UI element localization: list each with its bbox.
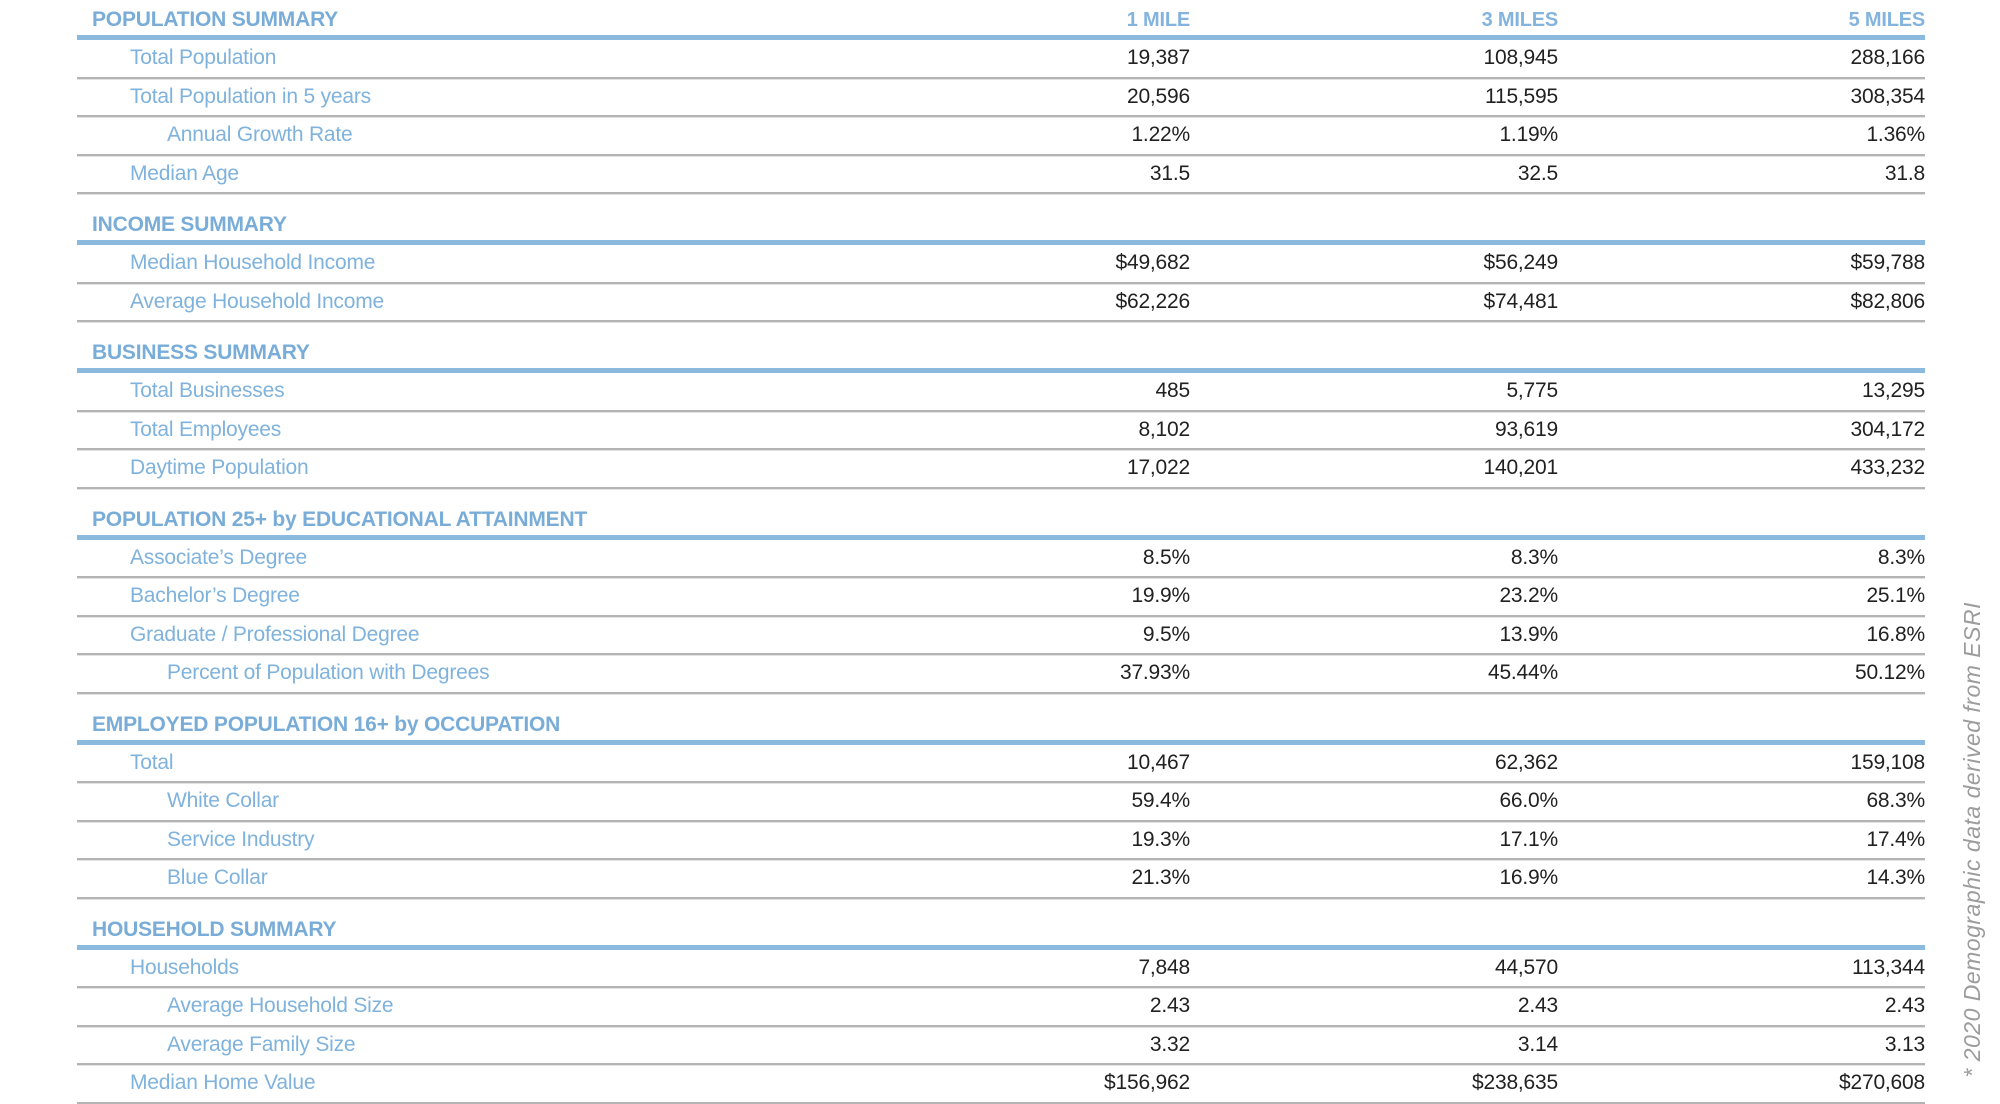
section-header-row [77,504,1925,540]
table-row [77,745,1925,784]
row-value: 16.9% [1499,866,1558,890]
row-value: $82,806 [1850,289,1925,313]
row-value: 93,619 [1494,417,1558,441]
table-row [77,578,1925,617]
table-section [77,914,1925,1104]
table-row [77,950,1925,989]
row-value: $238,635 [1472,1071,1558,1095]
section-title: POPULATION SUMMARY [92,8,339,31]
table-row [77,245,1925,284]
row-value: 8.5% [1142,545,1190,569]
row-value: 14.3% [1866,866,1925,890]
row-label: Households [130,955,239,979]
table-row [77,373,1925,412]
table-row [77,1065,1925,1104]
row-value: 140,201 [1483,456,1558,480]
row-value: $56,249 [1483,251,1558,275]
row-value: $270,608 [1839,1071,1925,1095]
row-label: Associate’s Degree [130,545,307,569]
section-title: POPULATION 25+ by EDUCATIONAL ATTAINMENT [92,507,588,531]
row-value: 3.14 [1517,1032,1558,1056]
row-label: Median Home Value [130,1071,316,1095]
table-section [77,209,1925,322]
row-value: 3.13 [1884,1032,1925,1056]
row-label: Average Household Size [167,994,394,1018]
row-value: 44,570 [1494,955,1558,979]
row-value: 62,362 [1494,750,1558,774]
table-row [77,450,1925,489]
row-value: 1.36% [1866,123,1925,147]
esri-attribution-footnote: * 2020 Demographic data derived from ESRI [1959,602,1985,1078]
row-value: 5,775 [1506,379,1558,403]
table-row [77,988,1925,1027]
row-value: 308,354 [1850,84,1925,108]
table-row [77,412,1925,451]
section-title: BUSINESS SUMMARY [92,341,310,364]
table-row [77,1027,1925,1066]
section-title: INCOME SUMMARY [92,213,287,236]
row-value: 8,102 [1138,417,1190,441]
demographics-table [77,4,1925,1104]
row-label: Graduate / Professional Degree [130,622,420,646]
row-value: 159,108 [1850,750,1925,774]
row-label: Total Employees [130,417,282,441]
row-value: 45.44% [1487,661,1558,685]
section-header-row [77,914,1925,950]
section-title: HOUSEHOLD SUMMARY [92,917,337,941]
row-label: Service Industry [167,827,315,851]
row-value: 17.4% [1866,827,1925,851]
table-row [77,783,1925,822]
row-value: $59,788 [1850,251,1925,275]
row-label: Total Population [130,46,277,70]
row-value: 9.5% [1142,622,1190,646]
row-label: Median Age [130,161,239,185]
table-section [77,337,1925,489]
row-value: 10,467 [1126,750,1190,774]
row-value: 13.9% [1499,622,1558,646]
row-value: 32.5 [1517,161,1558,185]
row-value: 37.93% [1119,661,1190,685]
table-row [77,156,1925,195]
row-value: 31.5 [1149,161,1190,185]
row-value: 2.43 [1884,994,1925,1018]
table-row [77,284,1925,323]
row-value: 19.3% [1131,827,1190,851]
row-value: 16.8% [1866,622,1925,646]
row-value: $156,962 [1104,1071,1190,1095]
row-value: 19.9% [1131,584,1190,608]
table-row [77,79,1925,118]
row-value: 31.8 [1884,161,1925,185]
row-label: Average Household Income [130,289,384,313]
row-label: Total [130,750,174,774]
row-value: 1.22% [1131,123,1190,147]
row-value: 2.43 [1149,994,1190,1018]
row-label: Daytime Population [130,456,309,480]
row-value: 13,295 [1861,379,1925,403]
row-label: Blue Collar [167,866,268,890]
row-value: 304,172 [1850,417,1925,441]
column-header: 5 MILES [1848,9,1925,31]
row-value: 485 [1155,379,1190,403]
row-value: $62,226 [1115,289,1190,313]
table-row [77,540,1925,579]
row-label: Total Businesses [130,379,285,403]
table-section [77,504,1925,694]
row-value: 8.3% [1510,545,1558,569]
row-label: White Collar [167,789,279,813]
section-header-row [77,709,1925,745]
row-value: 25.1% [1866,584,1925,608]
row-value: 288,166 [1850,46,1925,70]
row-value: 7,848 [1138,955,1190,979]
row-value: 23.2% [1499,584,1558,608]
row-value: 50.12% [1854,661,1925,685]
row-value: 17.1% [1499,827,1558,851]
row-value: 66.0% [1499,789,1558,813]
row-value: 3.32 [1149,1032,1190,1056]
table-row [77,655,1925,694]
table-row [77,617,1925,656]
row-value: 433,232 [1850,456,1925,480]
table-section [77,4,1925,194]
row-label: Annual Growth Rate [167,123,353,147]
section-header-row [77,209,1925,245]
table-row [77,860,1925,899]
row-value: 115,595 [1485,84,1558,108]
row-value: 17,022 [1126,456,1190,480]
table-section [77,709,1925,899]
section-header-row [77,337,1925,373]
row-value: 21.3% [1131,866,1190,890]
section-title: EMPLOYED POPULATION 16+ by OCCUPATION [92,712,561,736]
column-header: 1 MILE [1126,9,1190,31]
table-row [77,40,1925,79]
row-label: Total Population in 5 years [130,84,371,108]
row-value: 113,344 [1852,955,1925,979]
row-value: 108,945 [1483,46,1558,70]
row-label: Bachelor’s Degree [130,584,300,608]
row-value: 8.3% [1877,545,1925,569]
row-value: 20,596 [1126,84,1190,108]
row-value: 2.43 [1517,994,1558,1018]
row-value: 59.4% [1131,789,1190,813]
row-label: Median Household Income [130,251,376,275]
row-value: 68.3% [1866,789,1925,813]
row-label: Average Family Size [167,1032,356,1056]
row-label: Percent of Population with Degrees [167,661,490,685]
section-header-row [77,4,1925,40]
row-value: 19,387 [1126,46,1190,70]
row-value: 1.19% [1499,123,1558,147]
table-row [77,117,1925,156]
table-row [77,822,1925,861]
row-value: $74,481 [1483,289,1558,313]
row-value: $49,682 [1115,251,1190,275]
column-header: 3 MILES [1481,9,1558,31]
